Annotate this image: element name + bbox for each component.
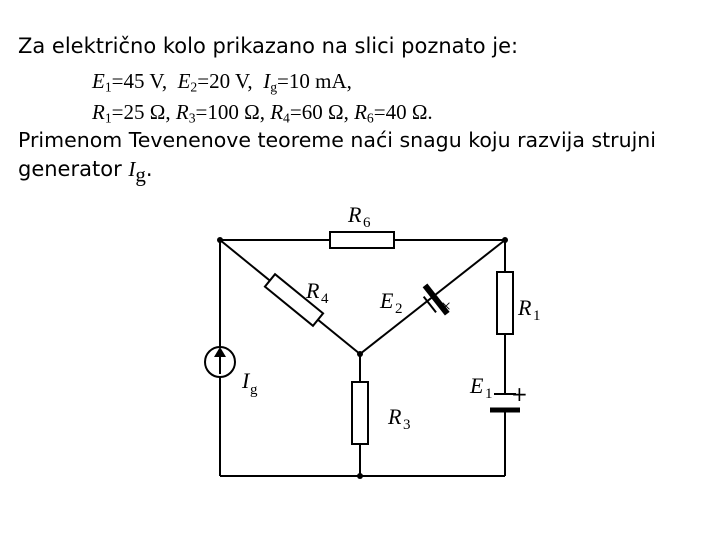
label-R4 (305, 278, 329, 307)
polarity-E2: × (441, 296, 452, 316)
node-top-left (217, 237, 223, 243)
given-Ig: $I_g=10$ mA, (263, 69, 352, 95)
question-symbol: I (128, 157, 136, 181)
svg-text:R: R (348, 202, 362, 227)
resistor-R1 (497, 272, 513, 334)
svg-text:R: R (388, 404, 402, 429)
given-R6: $R_6=40$ Ω. (354, 100, 433, 126)
svg-text:I: I (242, 368, 250, 393)
label-R3 (387, 404, 411, 433)
label-R1 (517, 295, 541, 324)
svg-text:R: R (518, 295, 532, 320)
current-source-Ig (205, 347, 235, 377)
svg-text:E: E (470, 373, 484, 398)
label-Ig (241, 368, 258, 398)
given-R4: $R_4=60$ Ω, (270, 100, 349, 126)
svg-text:g: g (250, 382, 258, 398)
svg-text:R: R (306, 278, 320, 303)
node-top-right (502, 237, 508, 243)
resistor-R6 (330, 232, 394, 248)
given-E1: $E_1=45$ V, (92, 69, 168, 95)
svg-text:1: 1 (533, 308, 541, 324)
label-R6 (347, 202, 371, 231)
svg-text:1: 1 (485, 386, 493, 402)
question-line-1: Primenom Tevenenove teoreme naći snagu koju razvija strujni (18, 128, 656, 152)
node-center (357, 351, 363, 357)
svg-text:3: 3 (403, 417, 411, 433)
polarity-E1: + (511, 382, 528, 406)
given-R1: $R_1=25$ Ω, (92, 100, 171, 126)
label-E1 (469, 373, 493, 402)
svg-text:E: E (380, 288, 394, 313)
node-bottom (357, 473, 363, 479)
given-E2: $E_2=20$ V, (177, 69, 253, 95)
resistor-R3 (352, 382, 368, 444)
label-E2 (379, 288, 403, 317)
question-line-2: generator $I_g$. (18, 157, 153, 187)
problem-intro: Za električno kolo prikazano na slici poznato je: (18, 34, 519, 58)
svg-text:2: 2 (395, 301, 403, 317)
given-R3: $R_3=100$ Ω, (175, 100, 265, 126)
svg-text:6: 6 (363, 215, 371, 231)
svg-text:4: 4 (321, 291, 329, 307)
